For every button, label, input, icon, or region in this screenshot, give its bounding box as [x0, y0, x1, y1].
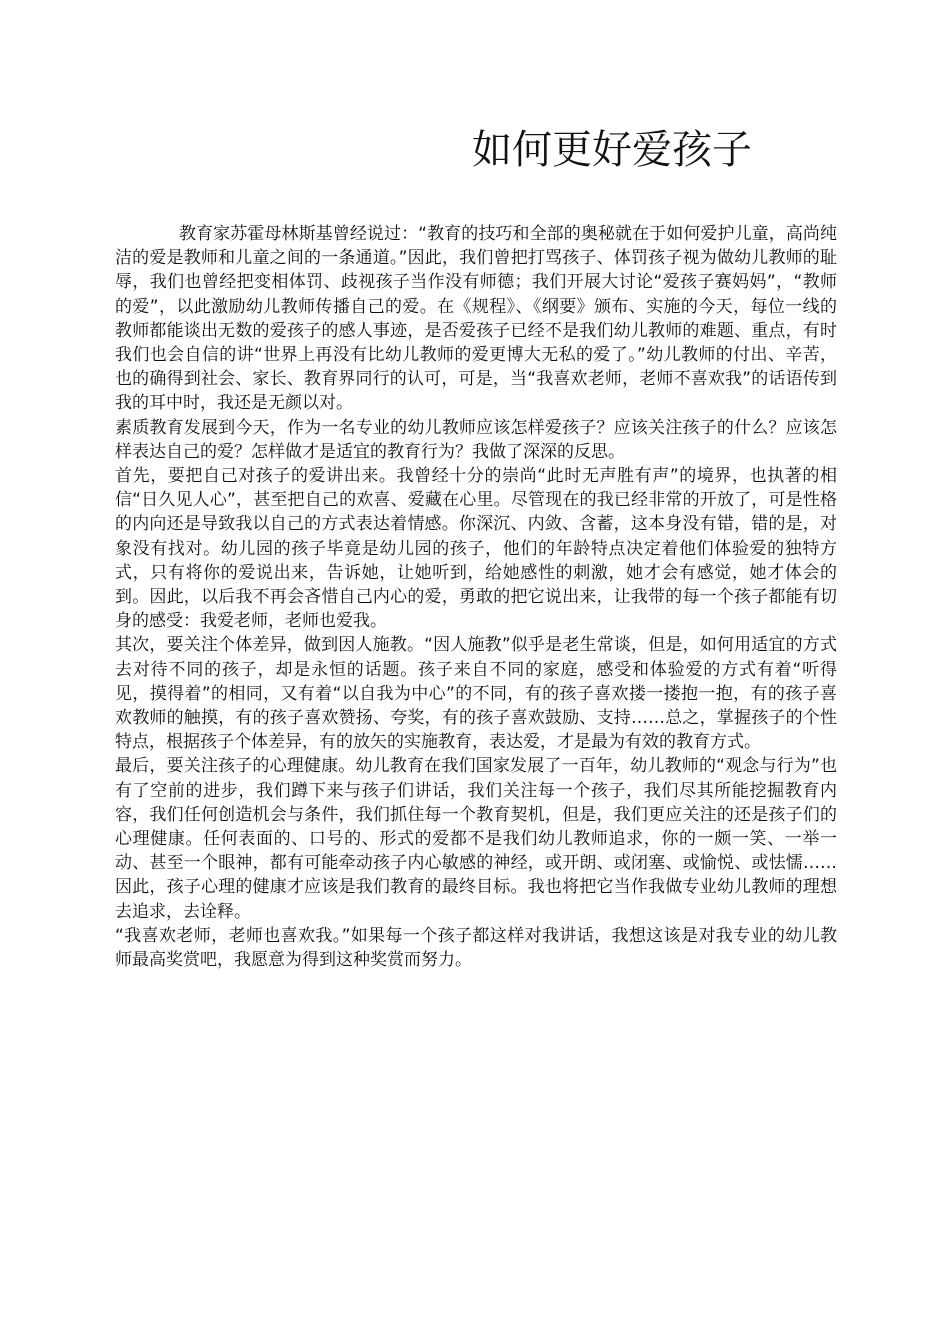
document-title: 如何更好爱孩子	[472, 127, 752, 173]
document-body	[115, 222, 837, 972]
paragraph-third-point: 最后，要关注孩子的心理健康。幼儿教育在我们国家发展了一百年，幼儿教师的“观念与行为”也有了空前的进步，我们蹲下来与孩子们讲话，我们关注每一个孩子，我们尽其所能挖掘教育内容，我们任何创造机会与条件，我们抓住每一个教育契机，但是，我们更应关注的还是孩子们的心理健康。任何表面的、口号的、形式的爱都不是我们幼儿教师追求，你的一颇一笑、一举一动、甚至一个眼神，都有可能牵动孩子内心敏感的神经，或开朗、或闭塞、或愉悦、或怯懦……因此，孩子心理的健康才应该是我们教育的最终目标。我也将把它当作我做专业幼儿教师的理想去追求，去诠释。	[115, 756, 837, 922]
paragraph-reflection: 素质教育发展到今天，作为一名专业的幼儿教师应该怎样爱孩子？应该关注孩子的什么？应该怎样表达自己的爱？怎样做才是适宜的教育行为？我做了深深的反思。	[115, 417, 837, 462]
paragraph-conclusion: “我喜欢老师，老师也喜欢我。”如果每一个孩子都这样对我讲话，我想这该是对我专业的幼儿教师最高奖赏吧，我愿意为得到这种奖赏而努力。	[115, 925, 837, 971]
paragraph-first-point: 首先，要把自己对孩子的爱讲出来。我曾经十分的崇尚“此时无声胜有声”的境界，也执著的相信“日久见人心”，甚至把自己的欢喜、爱藏在心里。尽管现在的我已经非常的开放了，可是性格的内向还是导致我以自己的方式表达着情感。你深沉、内敛、含蓄，这本身没有错，错的是，对象没有找对。幼儿园的孩子毕竟是幼儿园的孩子，他们的年龄特点决定着他们体验爱的独特方式，只有将你的爱说出来，告诉她，让她听到，给她感性的刺激，她才会有感觉，她才体会的到。因此，以后我不再会吝惜自己内心的爱，勇敢的把它说出来，让我带的每一个孩子都能有切身的感受：我爱老师，老师也爱我。	[115, 466, 837, 632]
paragraph-intro: 教育家苏霍母林斯基曾经说过：“教育的技巧和全部的奥秘就在于如何爱护儿童，高尚纯洁的爱是教师和儿童之间的一条通道。”因此，我们曾把打骂孩子、体罚孩子视为做幼儿教师的耻辱，我们也曾经把变相体罚、歧视孩子当作没有师德；我们开展大讨论“爱孩子赛妈妈”，“教师的爱”，以此激励幼儿教师传播自己的爱。在《规程》、《纲要》颁布、实施的今天，每位一线的教师都能谈出无数的爱孩子的感人事迹，是否爱孩子已经不是我们幼儿教师的难题、重点，有时我们也会自信的讲“世界上再没有比幼儿教师的爱更博大无私的爱了。”幼儿教师的付出、辛苦，也的确得到社会、家长、教育界同行的认可，可是，当“我喜欢老师，老师不喜欢我”的话语传到我的耳中时，我还是无颜以对。	[115, 224, 837, 414]
paragraph-second-point: 其次，要关注个体差异，做到因人施教。“因人施教”似乎是老生常谈，但是，如何用适宜的方式去对待不同的孩子，却是永恒的话题。孩子来自不同的家庭，感受和体验爱的方式有着“听得见，摸得着”的相同，又有着“以自我为中心”的不同，有的孩子喜欢搂一搂抱一抱，有的孩子喜欢教师的触摸，有的孩子喜欢赞扬、夸奖，有的孩子喜欢鼓励、支持……总之，掌握孩子的个性特点，根据孩子个体差异，有的放矢的实施教育，表达爱，才是最为有效的教育方式。	[115, 635, 837, 753]
